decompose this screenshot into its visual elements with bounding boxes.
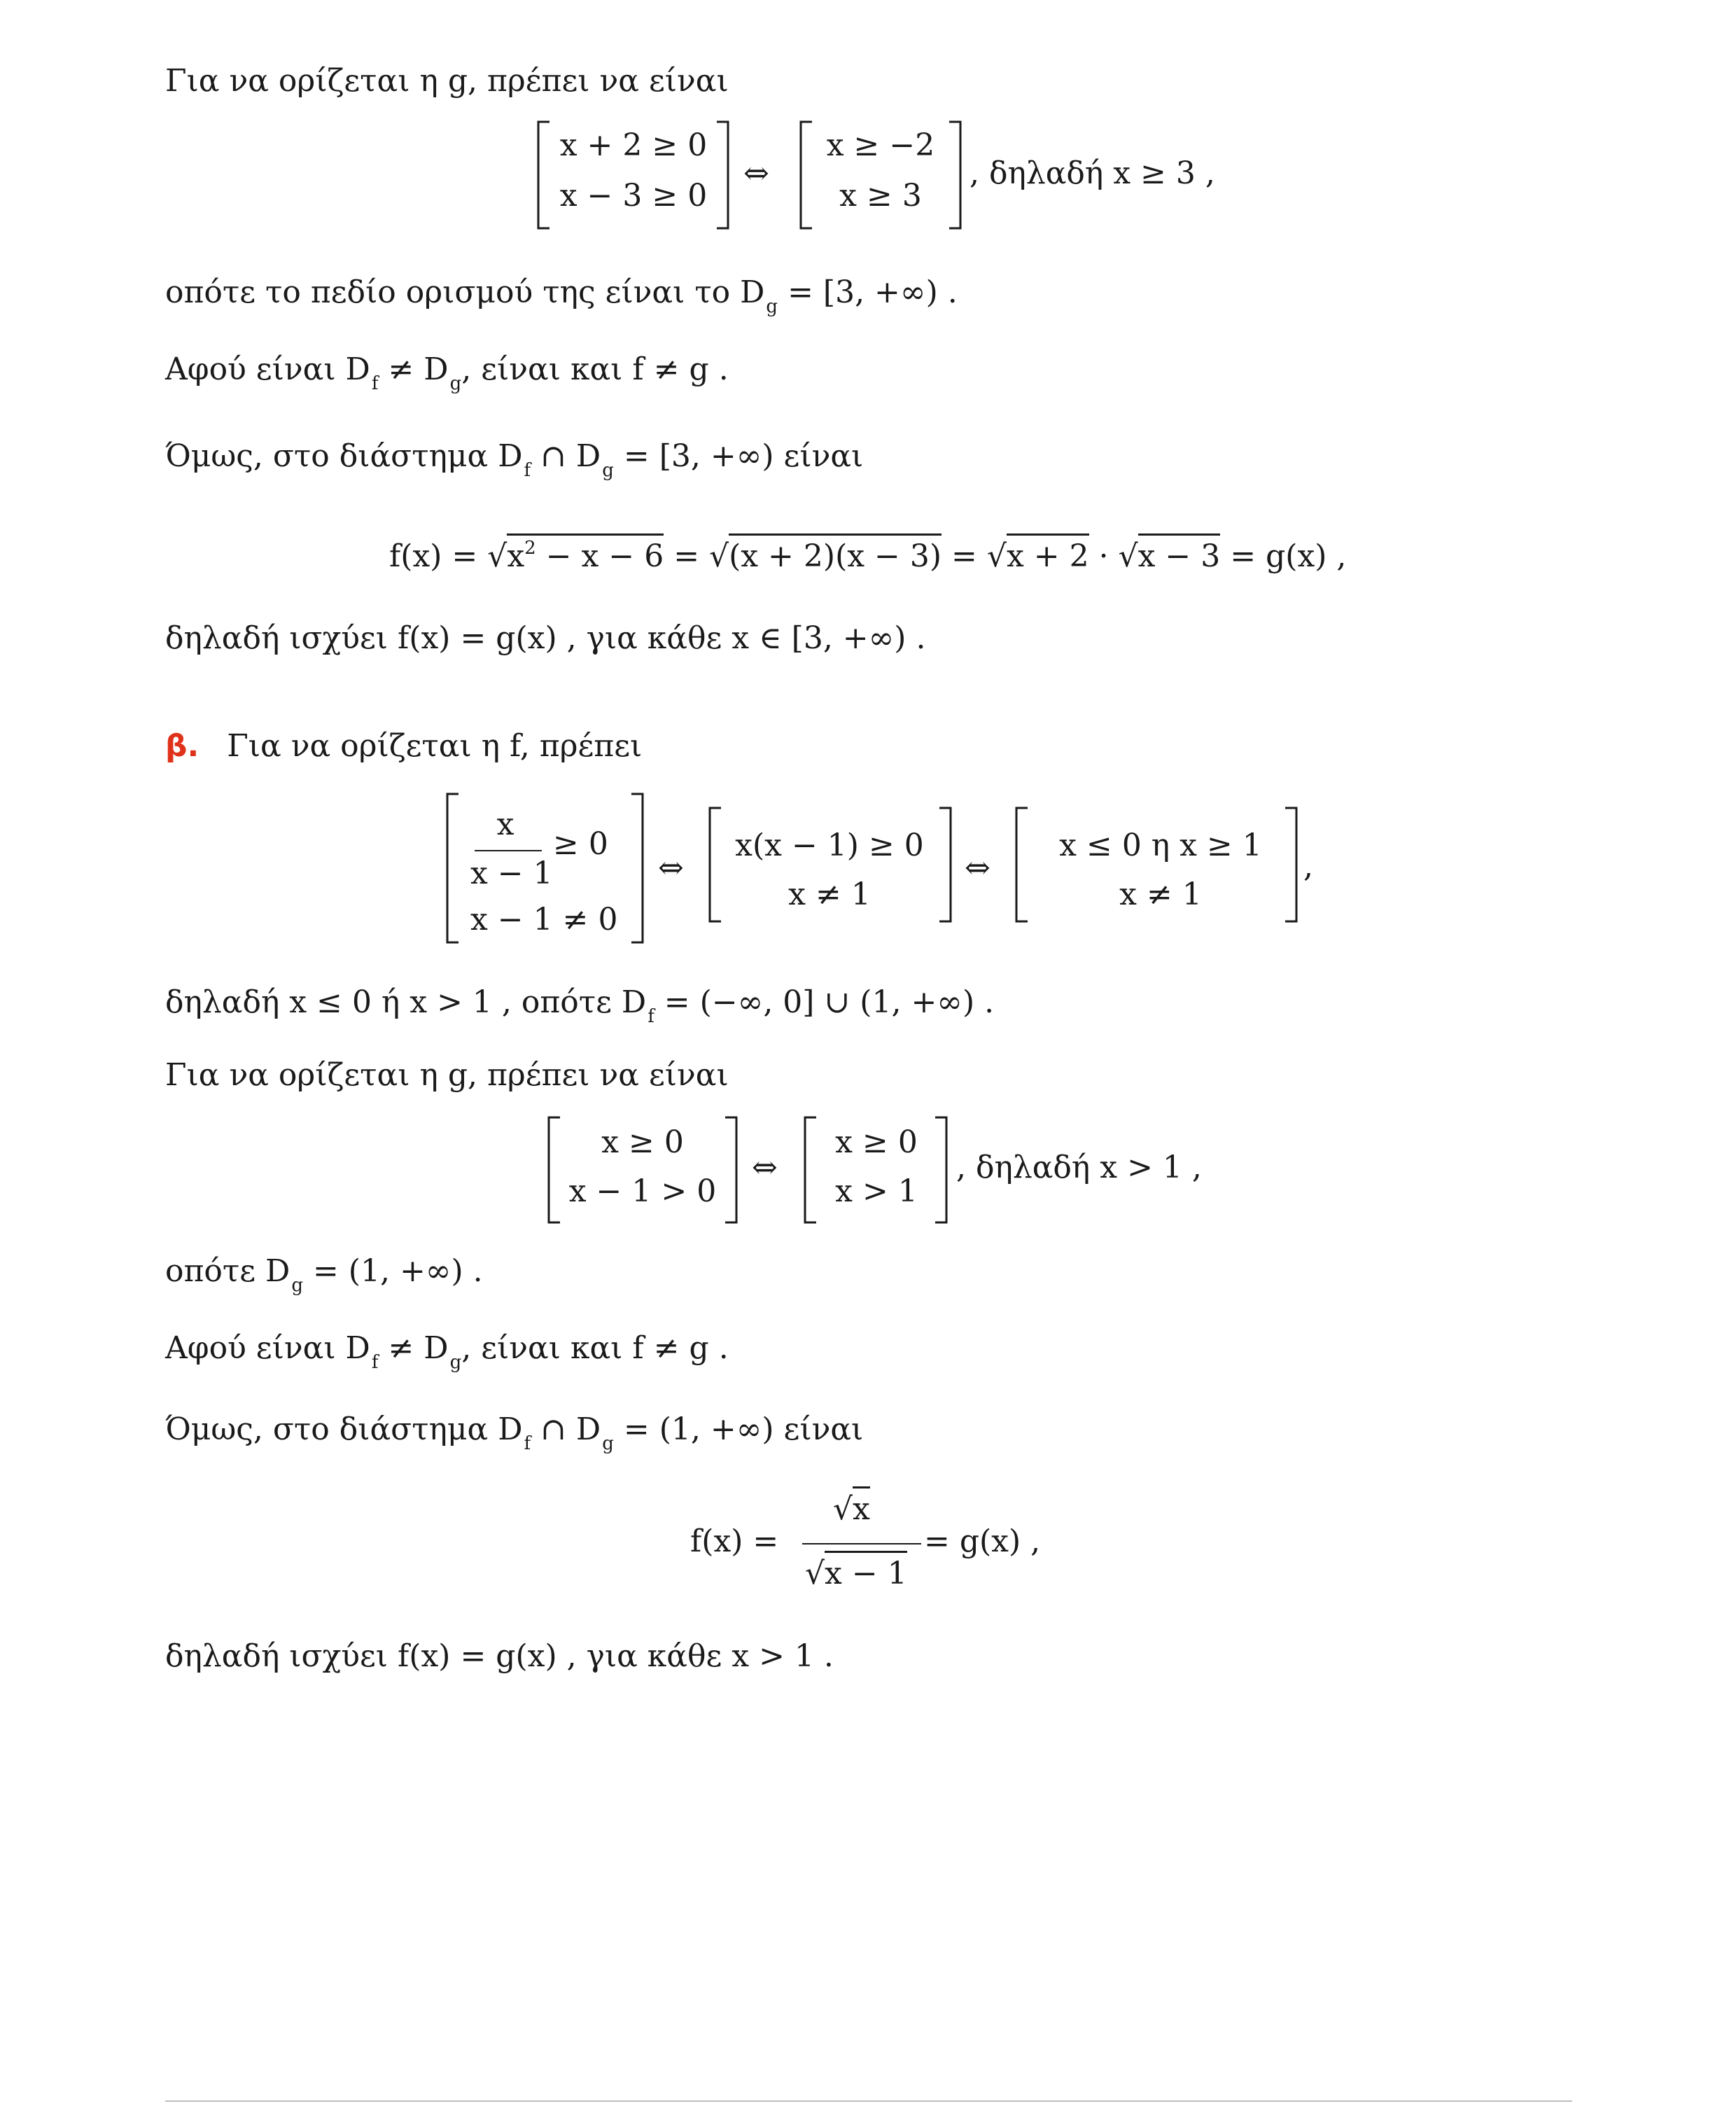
sqrt-icon: √ <box>833 1491 853 1527</box>
right-brace-icon <box>931 1115 956 1225</box>
equivalence-symbol: ⇔ <box>752 1150 778 1185</box>
part-b-heading: β. Για να ορίζεται η f, πρέπει <box>165 728 643 764</box>
system-2-right-row-2: x ≠ 1 <box>1119 877 1202 912</box>
system-3-row-2: x − 1 > 0 <box>568 1173 717 1209</box>
equation-lhs: f(x) = <box>690 1523 779 1559</box>
fraction-denominator: √x − 1 <box>805 1556 907 1593</box>
equation-f-equals-g: $f(x) = √x^2 - x - 6 = √(x + 2)(x - 3) = √x + 2 \cdot √x - 3 = g(x)$ , <box>389 538 1346 576</box>
system-2-tail: , <box>1303 849 1313 884</box>
conclusion-line-a: δηλαδή ισχύει f(x) = g(x) , για κάθε x ∈ [3, +∞) . <box>165 620 926 656</box>
fraction-relation: ≥ 0 <box>553 826 608 862</box>
sqrt-icon: √ <box>709 538 729 574</box>
equation-rhs: = g(x) , <box>924 1523 1041 1559</box>
however-interval-line-b: Όμως, στο διάστημα $D_f$ ∩ $D_g = (1$, +∞) είναι <box>165 1411 864 1454</box>
equivalence-symbol: ⇔ <box>658 850 684 886</box>
fraction-numerator: x <box>496 807 514 842</box>
sqrt-icon: √ <box>1118 538 1138 574</box>
right-brace-icon <box>945 119 970 231</box>
right-brace-icon <box>935 805 960 924</box>
system-1-right-row-1: x ≥ −2 <box>826 127 935 163</box>
system-3-conclusion: , δηλαδή x > 1 , <box>956 1150 1202 1185</box>
fraction-numerator: √x <box>833 1491 870 1528</box>
fraction-bar <box>475 850 542 851</box>
equivalence-symbol: ⇔ <box>743 155 769 191</box>
system-1-right-row-2: x ≥ 3 <box>839 178 922 214</box>
system-3-right-row-2: x > 1 <box>835 1173 918 1209</box>
since-domains-differ-line: Αφού είναι $D_f \ne D_g$, είναι και f ≠ g . <box>165 351 729 394</box>
footer-divider <box>165 2100 1572 2102</box>
right-brace-icon <box>721 1115 746 1225</box>
left-brace-icon <box>438 791 463 945</box>
however-interval-line: Όμως, στο διάστημα $D_f$ ∩ $D_g = [3$, +∞) είναι <box>165 438 864 481</box>
intro-g-text: Για να ορίζεται η g, πρέπει να είναι <box>165 63 729 99</box>
left-brace-icon <box>539 1115 564 1225</box>
left-brace-icon <box>528 119 554 231</box>
sqrt-icon: √ <box>805 1556 825 1591</box>
sqrt-icon: √ <box>487 538 507 574</box>
equivalence-symbol: ⇔ <box>965 850 990 886</box>
system-3-right-row-1: x ≥ 0 <box>835 1124 918 1160</box>
domain-f-line: δηλαδή x ≤ 0 ή x > 1 , οπότε $D_f$ = (−∞, 0] ∪ (1, +∞) . <box>165 984 995 1027</box>
system-1-row-2: x − 3 ≥ 0 <box>559 178 708 214</box>
system-2-right-row-1: x ≤ 0 η x ≥ 1 <box>1059 828 1262 863</box>
system-1-conclusion: , δηλαδή x ≥ 3 , <box>969 155 1215 191</box>
intro-g-text-b: Για να ορίζεται η g, πρέπει να είναι <box>165 1057 729 1093</box>
fraction-denominator: x − 1 <box>470 856 553 891</box>
domain-g-line-b: οπότε $D_g = (1$, +∞) . <box>165 1253 483 1296</box>
domain-g-line: οπότε το πεδίο ορισμού της είναι το $D_g = [3$, +∞) . <box>165 274 958 317</box>
system-2-mid-row-2: x ≠ 1 <box>788 877 871 912</box>
fraction-bar <box>802 1543 921 1544</box>
right-brace-icon <box>1281 805 1306 924</box>
left-brace-icon <box>1007 805 1032 924</box>
system-3-row-1: x ≥ 0 <box>601 1124 684 1160</box>
left-brace-icon <box>791 119 816 231</box>
part-label: β. <box>165 728 200 764</box>
right-brace-icon <box>627 791 652 945</box>
left-brace-icon <box>795 1115 820 1225</box>
since-domains-differ-line-b: Αφού είναι $D_f \ne D_g$, είναι και f ≠ g . <box>165 1330 729 1373</box>
left-brace-icon <box>700 805 725 924</box>
right-brace-icon <box>713 119 738 231</box>
system-1-row-1: x + 2 ≥ 0 <box>559 127 708 163</box>
conclusion-line-b: δηλαδή ισχύει f(x) = g(x) , για κάθε x > 1 . <box>165 1638 834 1674</box>
system-2-row-2: x − 1 ≠ 0 <box>470 902 618 937</box>
sqrt-icon: √ <box>986 538 1007 574</box>
system-2-mid-row-1: x(x − 1) ≥ 0 <box>735 828 924 863</box>
